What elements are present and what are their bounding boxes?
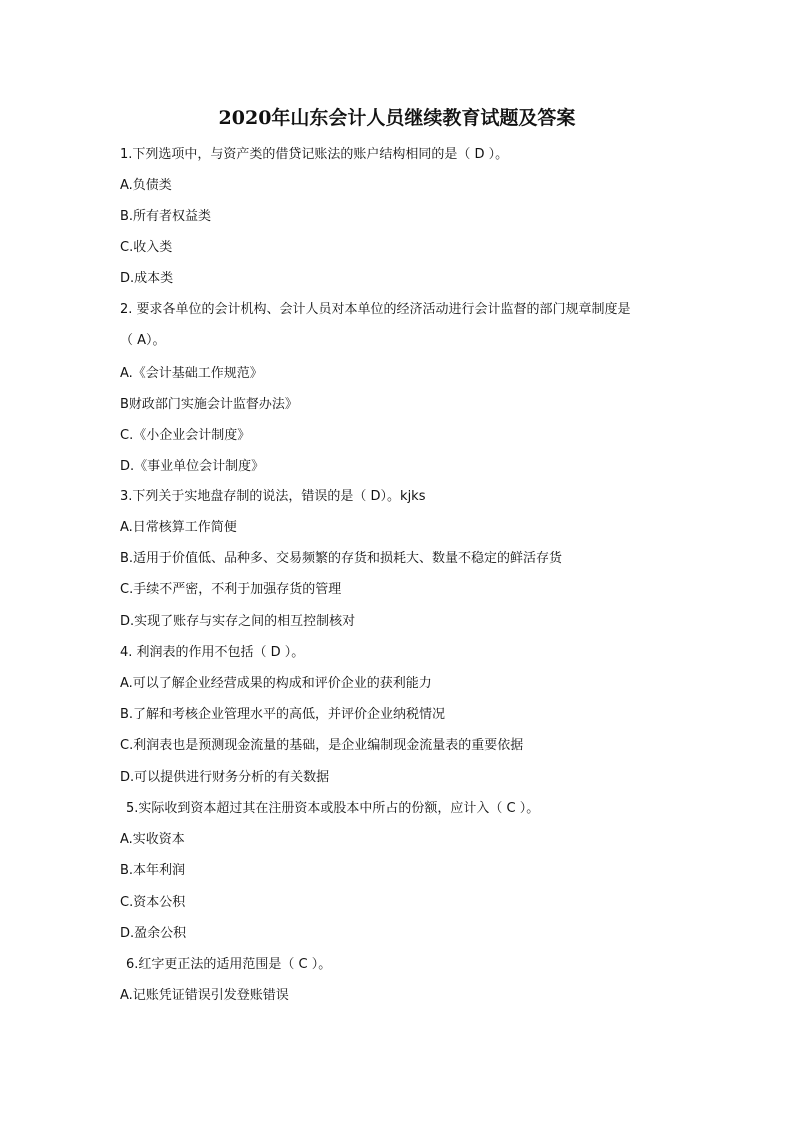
- option-3c: C.手续不严密，不利于加强存货的管理: [120, 582, 342, 597]
- option-1c: C.收入类: [120, 240, 173, 255]
- option-6a: A.记账凭证错误引发登账错误: [120, 988, 289, 1003]
- option-2a: A.《会计基础工作规范》: [120, 366, 263, 381]
- option-2b: B财政部门实施会计监督办法》: [120, 397, 298, 412]
- option-1a: A.负债类: [120, 178, 172, 193]
- option-5a: A.实收资本: [120, 832, 185, 847]
- option-4b: B.了解和考核企业管理水平的高低，并评价企业纳税情况: [120, 707, 446, 722]
- option-5b: B.本年利润: [120, 863, 186, 878]
- option-4c: C.利润表也是预测现金流量的基础，是企业编制现金流量表的重要依据: [120, 738, 524, 753]
- option-3d: D.实现了账存与实存之间的相互控制核对: [120, 614, 356, 629]
- option-1d: D.成本类: [120, 271, 174, 286]
- question-3: 3.下列关于实地盘存制的说法，错误的是（ D）。kjks: [120, 489, 426, 504]
- option-5c: C.资本公积: [120, 895, 186, 910]
- option-2c: C.《小企业会计制度》: [120, 428, 251, 443]
- question-2: 2. 要求各单位的会计机构、会计人员对本单位的经济活动进行会计监督的部门规章制度是: [120, 302, 631, 317]
- option-5d: D.盈余公积: [120, 926, 187, 941]
- question-2-continuation: （ A）。: [120, 333, 166, 348]
- option-3a: A.日常核算工作简便: [120, 520, 237, 535]
- question-5: 5.实际收到资本超过其在注册资本或股本中所占的份额，应计入（ C ）。: [126, 801, 540, 816]
- option-2d: D.《事业单位会计制度》: [120, 459, 265, 474]
- question-4: 4. 利润表的作用不包括（ D ）。: [120, 645, 305, 660]
- question-1: 1.下列选项中，与资产类的借贷记账法的账户结构相同的是（ D ）。: [120, 147, 509, 162]
- document-title: 2020年山东会计人员继续教育试题及答案: [218, 107, 576, 129]
- option-4d: D.可以提供进行财务分析的有关数据: [120, 770, 330, 785]
- question-6: 6.红字更正法的适用范围是（ C ）。: [126, 957, 332, 972]
- option-1b: B.所有者权益类: [120, 209, 212, 224]
- option-4a: A.可以了解企业经营成果的构成和评价企业的获利能力: [120, 676, 432, 691]
- option-3b: B.适用于价值低、品种多、交易频繁的存货和损耗大、数量不稳定的鲜活存货: [120, 551, 563, 566]
